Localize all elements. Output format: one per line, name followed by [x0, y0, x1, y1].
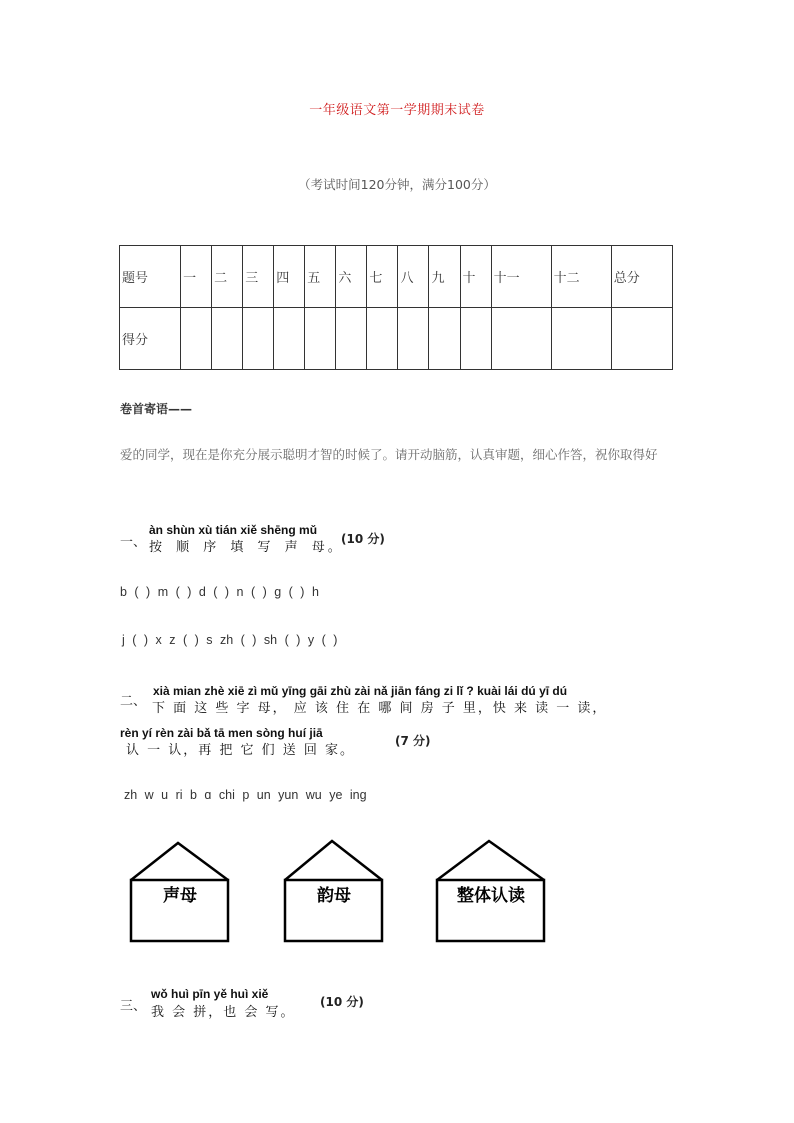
exam-duration-note: （考试时间120分钟，满分100分）	[298, 177, 496, 192]
header-cell: 六	[336, 246, 367, 308]
score-cell[interactable]	[429, 308, 460, 370]
q2-pinyin-line-2: rèn yí rèn zài bǎ tā men sòng huí jiā	[120, 726, 323, 740]
score-cell[interactable]	[491, 308, 551, 370]
header-cell: 八	[398, 246, 429, 308]
q2-letters: zh w u ri b ɑ chi p un yun wu ye ing	[124, 788, 367, 802]
score-cell[interactable]	[181, 308, 212, 370]
q1-pinyin: àn shùn xù tián xiě shēng mǔ	[149, 523, 318, 537]
house-yunmu[interactable]	[282, 838, 386, 944]
header-cell: 三	[243, 246, 274, 308]
intro-text: 爱的同学，现在是你充分展示聪明才智的时候了。请开动脑筋，认真审题，细心作答，祝你取得好	[120, 447, 658, 462]
q1-number: 一、	[120, 535, 147, 550]
q3-pinyin: wǒ huì pīn yě huì xiě	[151, 987, 269, 1001]
score-cell[interactable]	[460, 308, 491, 370]
house-label: 韵母	[317, 886, 351, 906]
q1-row-1: b ( ) m ( ) d ( ) n ( ) g ( ) h	[120, 585, 319, 599]
q1-instruction: 按 顺 序 填 写 声 母。	[149, 540, 344, 555]
score-cell[interactable]	[336, 308, 367, 370]
header-cell: 七	[367, 246, 398, 308]
intro-heading: 卷首寄语——	[120, 402, 193, 416]
house-label: 整体认读	[457, 886, 525, 906]
header-cell: 十一	[491, 246, 551, 308]
header-cell: 题号	[120, 246, 181, 308]
q2-points: (7 分)	[395, 734, 431, 748]
score-table-header-row	[120, 246, 673, 308]
q2-pinyin-line-1: xià mian zhè xiē zì mǔ yīng gāi zhù zài nǎ jiān fáng zi lǐ ? kuài lái dú yī dú	[153, 684, 568, 698]
score-table-score-row	[120, 308, 673, 370]
header-cell: 十二	[551, 246, 611, 308]
q2-number: 二、	[120, 694, 147, 709]
score-cell[interactable]	[551, 308, 611, 370]
page-title: 一年级语文第一学期期末试卷	[309, 103, 485, 118]
q2-instruction-line-1: 下 面 这 些 字 母， 应 该 住 在 哪 间 房 子 里，快 来 读 一 读，	[152, 701, 608, 716]
q3-number: 三、	[120, 999, 147, 1014]
score-cell[interactable]	[243, 308, 274, 370]
q1-row-2: j ( ) x z ( ) s zh ( ) sh ( ) y ( )	[122, 633, 338, 647]
score-cell[interactable]	[398, 308, 429, 370]
q3-instruction: 我 会 拼，也 会 写。	[151, 1005, 296, 1020]
house-zhengti-rendu[interactable]	[434, 838, 548, 944]
score-cell[interactable]	[367, 308, 398, 370]
score-table	[119, 245, 673, 370]
house-shengmu[interactable]	[128, 840, 232, 944]
score-cell[interactable]	[212, 308, 243, 370]
house-label: 声母	[163, 886, 197, 906]
header-cell: 总分	[611, 246, 672, 308]
header-cell: 九	[429, 246, 460, 308]
score-cell[interactable]	[274, 308, 305, 370]
header-cell: 二	[212, 246, 243, 308]
q1-points: (10 分)	[341, 532, 385, 546]
score-cell[interactable]	[305, 308, 336, 370]
score-cell[interactable]	[611, 308, 672, 370]
q3-points: (10 分)	[320, 995, 364, 1009]
q2-instruction-line-2: 认 一 认，再 把 它 们 送 回 家。	[126, 743, 356, 758]
header-cell: 四	[274, 246, 305, 308]
score-row-label: 得分	[120, 308, 181, 370]
header-cell: 一	[181, 246, 212, 308]
header-cell: 五	[305, 246, 336, 308]
header-cell: 十	[460, 246, 491, 308]
